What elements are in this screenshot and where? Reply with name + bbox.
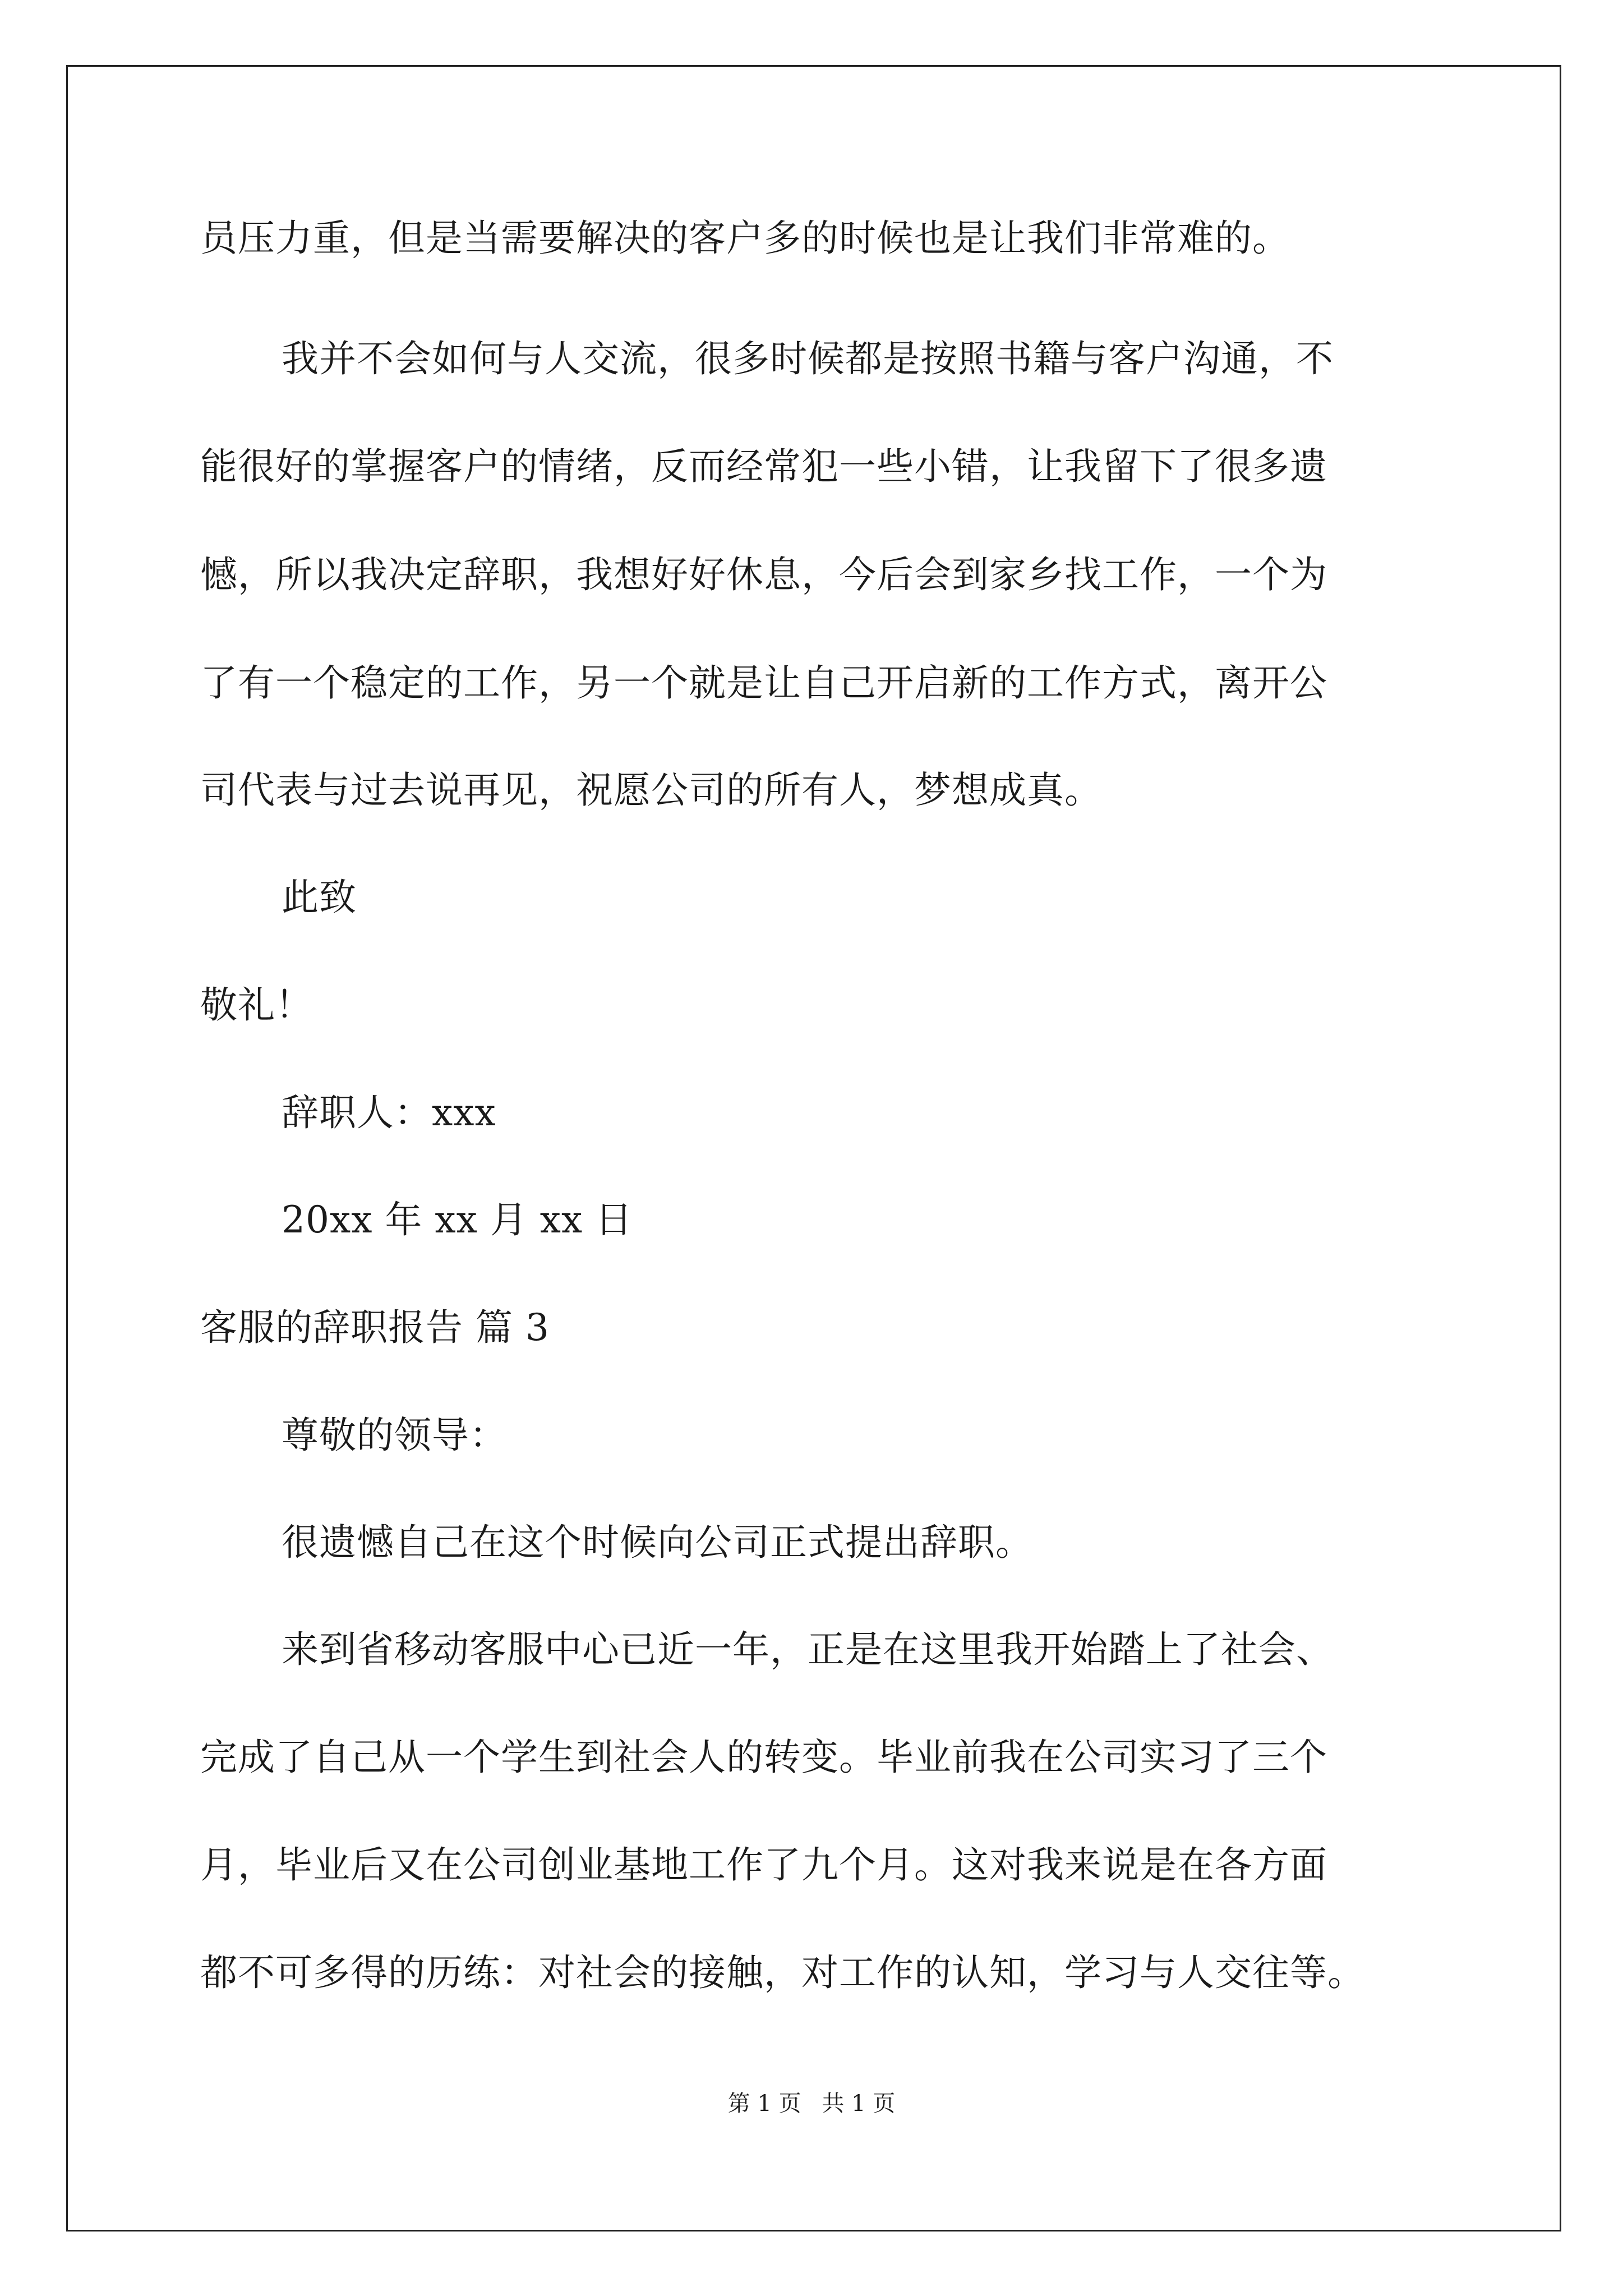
page-number: 第 1 页 bbox=[727, 2091, 801, 2116]
text-line: 我并不会如何与人交流，很多时候都是按照书籍与客户沟通，不 bbox=[282, 337, 1334, 380]
greeting-line: 尊敬的领导： bbox=[282, 1414, 507, 1457]
text-line: 憾，所以我决定辞职，我想好好休息，今后会到家乡找工作，一个为 bbox=[200, 553, 1327, 596]
text-line: 都不可多得的历练：对社会的接触，对工作的认知，学习与人交往等。 bbox=[200, 1951, 1365, 1994]
closing-salutation: 此致 bbox=[282, 876, 357, 919]
section-heading: 客服的辞职报告 篇 3 bbox=[200, 1306, 550, 1349]
page-border bbox=[66, 65, 1561, 2231]
text-line: 员压力重，但是当需要解决的客户多的时候也是让我们非常难的。 bbox=[200, 217, 1290, 260]
text-line: 来到省移动客服中心已近一年，正是在这里我开始踏上了社会、 bbox=[282, 1628, 1334, 1671]
page-footer bbox=[0, 2090, 1623, 2118]
page-total: 共 1 页 bbox=[822, 2091, 896, 2116]
text-line: 司代表与过去说再见，祝愿公司的所有人，梦想成真。 bbox=[200, 769, 1102, 812]
text-line: 能很好的掌握客户的情绪，反而经常犯一些小错，让我留下了很多遗 bbox=[200, 445, 1327, 488]
closing-regards: 敬礼！ bbox=[200, 983, 313, 1027]
date-line: 20xx 年 xx 月 xx 日 bbox=[282, 1198, 633, 1241]
signer-line: 辞职人：xxx bbox=[282, 1091, 496, 1134]
text-line: 了有一个稳定的工作，另一个就是让自己开启新的工作方式，离开公 bbox=[200, 661, 1327, 705]
text-line: 月，毕业后又在公司创业基地工作了九个月。这对我来说是在各方面 bbox=[200, 1843, 1327, 1887]
text-line: 完成了自己从一个学生到社会人的转变。毕业前我在公司实习了三个 bbox=[200, 1736, 1327, 1779]
text-line: 很遗憾自己在这个时候向公司正式提出辞职。 bbox=[282, 1521, 1033, 1564]
